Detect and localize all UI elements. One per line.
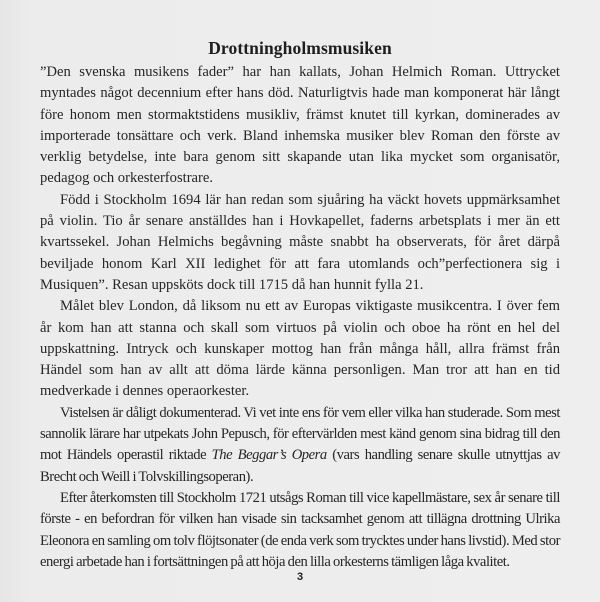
paragraph-return: Efter återkomsten till Stockholm 1721 utsågs Roman till vice kapellmästare, sex år senare till förste - en befordran för vilken han visade sin tacksamhet genom att tillägna drottning Ulrika Eleonora en samling om tolv flöjtsonater (de enda verk som trycktes under hans livstid). Med stor energi arbetade han i fortsättningen på att höja den lilla orkesterns tämligen låga kvalitet. <box>40 489 560 570</box>
document-title: Drottningholmsmusiken <box>208 38 392 58</box>
paragraph-studies-text-after: (vars handling senare skulle utnyttjas av Brecht och Weill i Tolvskillingsoperan). <box>40 447 560 485</box>
paragraph-intro: ”Den svenska musikens fader” har han kallats, Johan Helmich Roman. Uttrycket myntades något decennium efter hans död. Naturligtvis hade man komponerat här långt före honom men stormaktstidens musikliv, främst knutet till kyrkan, dominerades av importerade tonsättare och verk. Bland inhemska musiker blev Roman den förste av verklig betydelse, inte bara genom sitt skapande utan lika mycket som organisatör, pedagog och orkesterfostrare. <box>40 64 560 187</box>
document-body <box>40 62 560 573</box>
work-title-beggars-opera: The Beggar’s Opera <box>211 447 327 464</box>
paragraph-studies <box>40 403 560 488</box>
paragraph-studies-text-before: Vistelsen är dåligt dokumenterad. Vi vet inte ens för vem eller vilka han studerade. Som mest sannolik lärare har utpekats John Pepusch, för eftervärlden mest känd genom sina bidrag till den mot Händels operastil riktade <box>40 404 560 464</box>
paragraph-london: Målet blev London, då liksom nu ett av Europas viktigaste musikcentra. I över fem år kom han att stanna och skall som virtuos på violin och oboe ha rönt en hel del uppskattning. Intryck och kunskaper mottog han från många håll, allra främst från Händel som han av allt att döma lärde känna personligen. Man tror att han en tid medverkade i dennes operaorkester. <box>40 298 560 400</box>
paragraph-birth: Född i Stockholm 1694 lär han redan som sjuåring ha väckt hovets uppmärksamhet på violin. Tio år senare anställdes han i Hovkapellet, faderns arbetsplats i mer än ett kvartssekel. Johan Helmichs begåvning måste snabbt ha observerats, för året därpå beviljade honom Karl XII ledighet för att fara utomlands och”perfectionera sig i Musiquen”. Resan uppsköts dock till 1715 då han hunnit fylla 21. <box>40 191 560 293</box>
page-number: 3 <box>296 571 304 583</box>
